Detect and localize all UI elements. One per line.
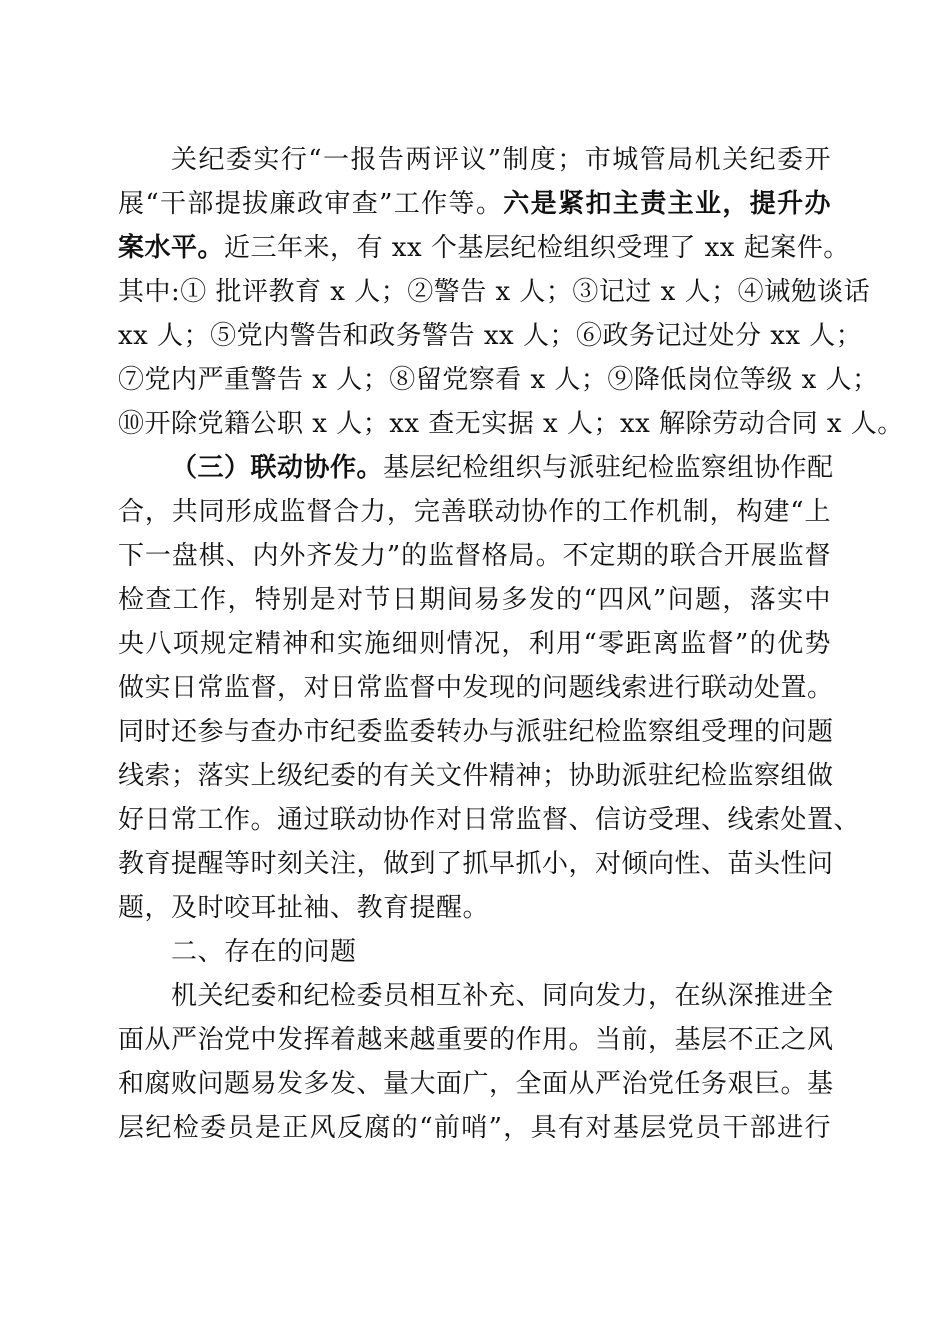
text-run: 央八项规定精神和实施细则情况，利用“零距离监督”的优势 — [118, 629, 831, 659]
text-line — [118, 578, 831, 622]
text-line — [118, 446, 834, 490]
text-run: 检查工作，特别是对节日期间易多发的“四风”问题，落实中 — [118, 585, 831, 615]
text-line — [118, 1106, 831, 1150]
text-run: 好日常工作。通过联动协作对日常监督、信访受理、线索处置、 — [118, 805, 861, 835]
text-line — [118, 754, 834, 798]
paragraph-problems-intro — [118, 974, 834, 1150]
text-run: 同时还参与查办市纪委监委转办与派驻纪检监察组受理的问题 — [118, 717, 834, 747]
text-line — [118, 270, 871, 314]
text-run: 层纪检委员是正风反腐的“前哨”，具有对基层党员干部进行 — [118, 1113, 831, 1143]
text-run: 基层纪检组织与派驻纪检监察组协作配 — [383, 453, 834, 483]
text-run: 和腐败问题易发多发、量大面广，全面从严治党任务艰巨。基 — [118, 1069, 834, 1099]
text-run: 做实日常监督，对日常监督中发现的问题线索进行联动处置。 — [118, 673, 834, 703]
text-run: 近三年来，有 xx 个基层纪检组织受理了 xx 起案件。 — [224, 233, 850, 263]
section-paragraph-linkage — [118, 446, 861, 930]
section-heading-bold: （三）联动协作。 — [171, 453, 384, 483]
text-run: ⑦党内严重警告 x 人；⑧留党察看 x 人；⑨降低岗位等级 x 人； — [118, 365, 879, 395]
text-line — [118, 402, 904, 446]
text-run: 线索；落实上级纪委的有关文件精神；协助派驻纪检监察组做 — [118, 761, 834, 791]
text-run: 面从严治党中发挥着越来越重要的作用。当前，基层不正之风 — [118, 1025, 834, 1055]
document-body — [118, 138, 904, 1150]
text-line — [118, 842, 834, 886]
heading-text: 二、存在的问题 — [171, 937, 357, 967]
text-line — [118, 1018, 834, 1062]
heading-line — [118, 930, 831, 974]
text-line — [118, 1062, 834, 1106]
text-line — [118, 314, 863, 358]
text-line — [118, 534, 831, 578]
text-run: 教育提醒等时刻关注，做到了抓早抓小，对倾向性、苗头性问 — [118, 849, 834, 879]
text-run: 关纪委实行“一报告两评议”制度；市城管局机关纪委开 — [171, 145, 831, 175]
text-run: 机关纪委和纪检委员相互补充、同向发力，在纵深推进全 — [171, 981, 834, 1011]
text-run: xx 人；⑤党内警告和政务警告 xx 人；⑥政务记过处分 xx 人； — [118, 321, 863, 351]
text-run: 题，及时咬耳扯袖、教育提醒。 — [118, 893, 490, 923]
text-run: 合，共同形成监督合力，完善联动协作的工作机制，构建“上 — [118, 497, 831, 527]
bold-text-run: 六是紧扣主责主业，提升办 — [503, 189, 831, 219]
text-line — [118, 622, 831, 666]
text-line — [118, 358, 879, 402]
text-run: 展“干部提拔廉政审查”工作等。 — [118, 189, 504, 219]
bold-text-run: 案水平。 — [118, 233, 225, 263]
text-line — [118, 974, 834, 1018]
text-line — [118, 666, 834, 710]
text-line — [118, 138, 831, 182]
text-run: 其中:① 批评教育 x 人；②警告 x 人；③记过 x 人；④诫勉谈话 — [118, 277, 871, 307]
text-run: 下一盘棋、内外齐发力”的监督格局。不定期的联合开展监督 — [118, 541, 831, 571]
paragraph-continuation — [118, 138, 904, 446]
text-run: ⑩开除党籍公职 x 人；xx 查无实据 x 人；xx 解除劳动合同 x 人。 — [118, 409, 904, 439]
text-line — [118, 710, 834, 754]
text-line — [118, 182, 831, 226]
text-line — [118, 798, 861, 842]
text-line — [118, 226, 850, 270]
text-line — [118, 490, 831, 534]
section-heading-problems — [118, 930, 831, 974]
text-line — [118, 886, 831, 930]
